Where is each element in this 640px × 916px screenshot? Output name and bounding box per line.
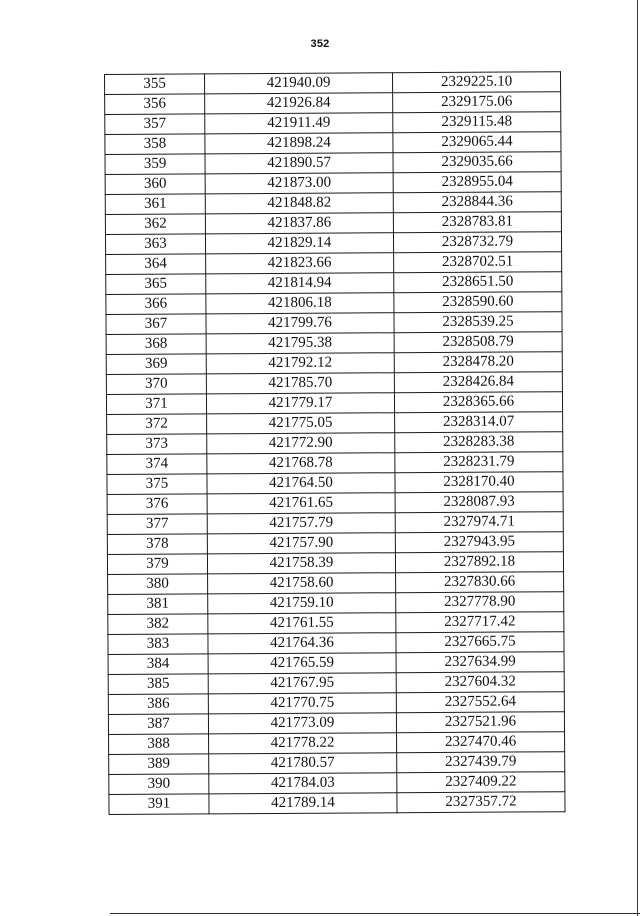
table-row bbox=[106, 332, 562, 355]
point-number-cell: 391 bbox=[109, 794, 209, 815]
point-number-cell: 359 bbox=[105, 154, 205, 175]
y-coordinate-cell: 2327470.46 bbox=[397, 732, 565, 753]
y-coordinate-cell: 2328955.04 bbox=[393, 172, 561, 193]
y-coordinate-cell: 2328283.38 bbox=[395, 432, 563, 453]
point-number-cell: 386 bbox=[108, 694, 208, 715]
x-coordinate-cell: 421795.38 bbox=[206, 333, 394, 354]
point-number-cell: 381 bbox=[108, 594, 208, 615]
table-row bbox=[106, 312, 562, 335]
table-row bbox=[108, 612, 564, 635]
x-coordinate-cell: 421911.49 bbox=[205, 113, 393, 134]
y-coordinate-cell: 2327830.66 bbox=[396, 572, 564, 593]
point-number-cell: 362 bbox=[105, 214, 205, 235]
page-number: 352 bbox=[310, 38, 330, 50]
table-row bbox=[106, 272, 562, 295]
x-coordinate-cell: 421764.36 bbox=[208, 633, 396, 654]
point-number-cell: 361 bbox=[105, 194, 205, 215]
table-row bbox=[105, 132, 561, 155]
x-coordinate-cell: 421837.86 bbox=[205, 213, 393, 234]
y-coordinate-cell: 2327521.96 bbox=[396, 712, 564, 733]
point-number-cell: 355 bbox=[105, 74, 205, 95]
y-coordinate-cell: 2329175.06 bbox=[393, 92, 561, 113]
x-coordinate-cell: 421775.05 bbox=[207, 413, 395, 434]
table-row bbox=[106, 352, 562, 375]
x-coordinate-cell: 421806.18 bbox=[206, 293, 394, 314]
point-number-cell: 378 bbox=[107, 534, 207, 555]
y-coordinate-cell: 2328087.93 bbox=[395, 492, 563, 513]
table-row bbox=[105, 232, 561, 255]
table-row bbox=[105, 112, 561, 135]
point-number-cell: 384 bbox=[108, 654, 208, 675]
table-row bbox=[108, 692, 564, 715]
x-coordinate-cell: 421770.75 bbox=[208, 693, 396, 714]
x-coordinate-cell: 421773.09 bbox=[208, 713, 396, 734]
table-body bbox=[105, 72, 566, 815]
scan-edge-bottom bbox=[110, 913, 640, 914]
point-number-cell: 366 bbox=[106, 294, 206, 315]
table-row bbox=[105, 92, 561, 115]
point-number-cell: 383 bbox=[108, 634, 208, 655]
y-coordinate-cell: 2328478.20 bbox=[394, 352, 562, 373]
point-number-cell: 389 bbox=[109, 754, 209, 775]
table-row bbox=[105, 192, 561, 215]
x-coordinate-cell: 421758.39 bbox=[207, 553, 395, 574]
x-coordinate-cell: 421758.60 bbox=[208, 573, 396, 594]
x-coordinate-cell: 421765.59 bbox=[208, 653, 396, 674]
x-coordinate-cell: 421823.66 bbox=[206, 253, 394, 274]
x-coordinate-cell: 421890.57 bbox=[205, 153, 393, 174]
table-row bbox=[105, 72, 561, 95]
table-row bbox=[105, 212, 561, 235]
x-coordinate-cell: 421848.82 bbox=[205, 193, 393, 214]
x-coordinate-cell: 421768.78 bbox=[207, 453, 395, 474]
x-coordinate-cell: 421767.95 bbox=[208, 673, 396, 694]
y-coordinate-cell: 2327892.18 bbox=[395, 552, 563, 573]
point-number-cell: 365 bbox=[106, 274, 206, 295]
point-number-cell: 357 bbox=[105, 114, 205, 135]
x-coordinate-cell: 421779.17 bbox=[206, 393, 394, 414]
y-coordinate-cell: 2328590.60 bbox=[394, 292, 562, 313]
table-row bbox=[107, 512, 563, 535]
table-row bbox=[108, 652, 564, 675]
point-number-cell: 379 bbox=[107, 554, 207, 575]
table-row bbox=[107, 532, 563, 555]
x-coordinate-cell: 421778.22 bbox=[209, 733, 397, 754]
table-row bbox=[108, 572, 564, 595]
table-row bbox=[105, 172, 561, 195]
point-number-cell: 373 bbox=[107, 434, 207, 455]
y-coordinate-cell: 2327439.79 bbox=[397, 752, 565, 773]
y-coordinate-cell: 2329065.44 bbox=[393, 132, 561, 153]
y-coordinate-cell: 2327357.72 bbox=[397, 792, 565, 813]
y-coordinate-cell: 2328783.81 bbox=[393, 212, 561, 233]
x-coordinate-cell: 421926.84 bbox=[205, 93, 393, 114]
x-coordinate-cell: 421764.50 bbox=[207, 473, 395, 494]
point-number-cell: 377 bbox=[107, 514, 207, 535]
x-coordinate-cell: 421780.57 bbox=[209, 753, 397, 774]
table-row bbox=[106, 292, 562, 315]
x-coordinate-cell: 421772.90 bbox=[207, 433, 395, 454]
y-coordinate-cell: 2327778.90 bbox=[396, 592, 564, 613]
point-number-cell: 358 bbox=[105, 134, 205, 155]
x-coordinate-cell: 421898.24 bbox=[205, 133, 393, 154]
table-row bbox=[107, 452, 563, 475]
y-coordinate-cell: 2328314.07 bbox=[395, 412, 563, 433]
x-coordinate-cell: 421757.79 bbox=[207, 513, 395, 534]
point-number-cell: 356 bbox=[105, 94, 205, 115]
point-number-cell: 370 bbox=[106, 374, 206, 395]
y-coordinate-cell: 2328508.79 bbox=[394, 332, 562, 353]
point-number-cell: 363 bbox=[105, 234, 205, 255]
point-number-cell: 375 bbox=[107, 474, 207, 495]
x-coordinate-cell: 421792.12 bbox=[206, 353, 394, 374]
coordinates-table bbox=[104, 71, 566, 815]
table-row bbox=[106, 392, 562, 415]
table-row bbox=[108, 672, 564, 695]
table-row bbox=[107, 472, 563, 495]
point-number-cell: 387 bbox=[108, 714, 208, 735]
y-coordinate-cell: 2328365.66 bbox=[394, 392, 562, 413]
table-row bbox=[107, 552, 563, 575]
table-row bbox=[109, 752, 565, 775]
x-coordinate-cell: 421829.14 bbox=[205, 233, 393, 254]
y-coordinate-cell: 2327552.64 bbox=[396, 692, 564, 713]
y-coordinate-cell: 2327634.99 bbox=[396, 652, 564, 673]
y-coordinate-cell: 2329225.10 bbox=[392, 72, 560, 93]
x-coordinate-cell: 421873.00 bbox=[205, 173, 393, 194]
point-number-cell: 360 bbox=[105, 174, 205, 195]
point-number-cell: 369 bbox=[106, 354, 206, 375]
table-row bbox=[105, 152, 561, 175]
y-coordinate-cell: 2328732.79 bbox=[393, 232, 561, 253]
table-row bbox=[107, 432, 563, 455]
y-coordinate-cell: 2327943.95 bbox=[395, 532, 563, 553]
y-coordinate-cell: 2328702.51 bbox=[394, 252, 562, 273]
table-row bbox=[109, 792, 565, 815]
table-row bbox=[109, 732, 565, 755]
y-coordinate-cell: 2328170.40 bbox=[395, 472, 563, 493]
y-coordinate-cell: 2328426.84 bbox=[394, 372, 562, 393]
table-row bbox=[108, 712, 564, 735]
x-coordinate-cell: 421814.94 bbox=[206, 273, 394, 294]
y-coordinate-cell: 2328651.50 bbox=[394, 272, 562, 293]
point-number-cell: 371 bbox=[106, 394, 206, 415]
table-row bbox=[106, 252, 562, 275]
table-row bbox=[109, 772, 565, 795]
y-coordinate-cell: 2327717.42 bbox=[396, 612, 564, 633]
point-number-cell: 385 bbox=[108, 674, 208, 695]
x-coordinate-cell: 421757.90 bbox=[207, 533, 395, 554]
y-coordinate-cell: 2327409.22 bbox=[397, 772, 565, 793]
x-coordinate-cell: 421799.76 bbox=[206, 313, 394, 334]
point-number-cell: 367 bbox=[106, 314, 206, 335]
point-number-cell: 374 bbox=[107, 454, 207, 475]
point-number-cell: 390 bbox=[109, 774, 209, 795]
x-coordinate-cell: 421759.10 bbox=[208, 593, 396, 614]
x-coordinate-cell: 421789.14 bbox=[209, 793, 397, 814]
table-row bbox=[106, 372, 562, 395]
x-coordinate-cell: 421940.09 bbox=[205, 73, 393, 94]
y-coordinate-cell: 2328539.25 bbox=[394, 312, 562, 333]
x-coordinate-cell: 421785.70 bbox=[206, 373, 394, 394]
point-number-cell: 368 bbox=[106, 334, 206, 355]
x-coordinate-cell: 421761.65 bbox=[207, 493, 395, 514]
table-row bbox=[108, 632, 564, 655]
y-coordinate-cell: 2328231.79 bbox=[395, 452, 563, 473]
y-coordinate-cell: 2329115.48 bbox=[393, 112, 561, 133]
point-number-cell: 376 bbox=[107, 494, 207, 515]
y-coordinate-cell: 2327665.75 bbox=[396, 632, 564, 653]
point-number-cell: 380 bbox=[108, 574, 208, 595]
table-row bbox=[107, 412, 563, 435]
point-number-cell: 388 bbox=[109, 734, 209, 755]
x-coordinate-cell: 421784.03 bbox=[209, 773, 397, 794]
y-coordinate-cell: 2327604.32 bbox=[396, 672, 564, 693]
point-number-cell: 364 bbox=[106, 254, 206, 275]
scan-edge-right bbox=[637, 0, 638, 916]
point-number-cell: 382 bbox=[108, 614, 208, 635]
x-coordinate-cell: 421761.55 bbox=[208, 613, 396, 634]
table-row bbox=[108, 592, 564, 615]
table-row bbox=[107, 492, 563, 515]
y-coordinate-cell: 2328844.36 bbox=[393, 192, 561, 213]
point-number-cell: 372 bbox=[107, 414, 207, 435]
y-coordinate-cell: 2327974.71 bbox=[395, 512, 563, 533]
y-coordinate-cell: 2329035.66 bbox=[393, 152, 561, 173]
